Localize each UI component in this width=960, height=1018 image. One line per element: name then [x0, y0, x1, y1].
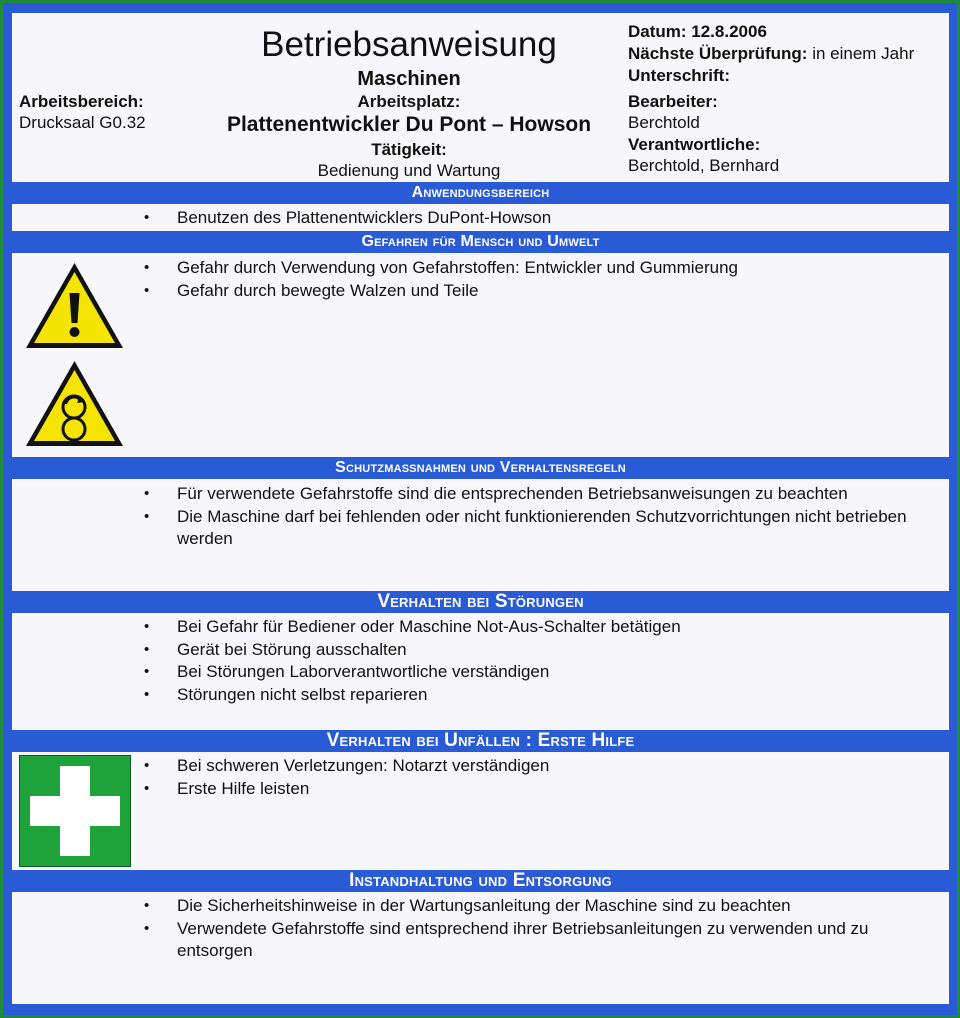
- list-item: • Gerät bei Störung ausschalten: [142, 639, 932, 662]
- bearbeiter-value: Berchtold: [628, 113, 700, 132]
- pruefung-line: [628, 44, 914, 64]
- section-stoerungen-list: [142, 616, 932, 707]
- arbeitsbereich-label: Arbeitsbereich:: [19, 92, 144, 111]
- bearbeiter-label: Bearbeiter:: [628, 92, 718, 111]
- page-title: Betriebsanweisung: [261, 25, 557, 64]
- verantwortliche-value: Berchtold, Bernhard: [628, 156, 780, 175]
- first-aid-cross-shape: [20, 756, 130, 866]
- unterschrift-label: Unterschrift:: [628, 66, 731, 85]
- list-item: • Die Sicherheitshinweise in der Wartungsanleitung der Maschine sind zu beachten: [142, 895, 932, 918]
- section-gefahren-list: [142, 257, 932, 302]
- arbeitsbereich-value: Drucksaal G0.32: [19, 113, 146, 132]
- arbeitsplatz-label: Arbeitsplatz:: [357, 92, 461, 111]
- section-instandhaltung-header: Instandhaltung und Entsorgung: [12, 870, 949, 892]
- section-schutzmassnahmen-list: [142, 483, 932, 551]
- list-item: • Die Maschine darf bei fehlenden oder nicht funktionierenden Schutzvorrichtungen nicht betrieben werden: [142, 506, 932, 551]
- list-item: • Verwendete Gefahrstoffe sind entsprechend ihrer Betriebsanleitungen zu verwenden und zu entsorgen: [142, 918, 932, 963]
- list-item: • Für verwendete Gefahrstoffe sind die entsprechenden Betriebsanweisungen zu beachten: [142, 483, 932, 506]
- list-item: • Benutzen des Plattenentwicklers DuPont-Howson: [142, 207, 932, 230]
- warning-triangle-icon: [22, 260, 127, 352]
- list-item: • Bei Störungen Laborverantwortliche verständigen: [142, 661, 932, 684]
- section-erste-hilfe-header: Verhalten bei Unfällen : Erste Hilfe: [12, 730, 949, 752]
- list-item: • Bei schweren Verletzungen: Notarzt verständigen: [142, 755, 932, 778]
- document-page: [12, 13, 949, 1004]
- list-item: • Erste Hilfe leisten: [142, 778, 932, 801]
- section-anwendungsbereich-header: Anwendungsbereich: [12, 182, 949, 204]
- list-item: • Gefahr durch Verwendung von Gefahrstoffen: Entwickler und Gummierung: [142, 257, 932, 280]
- arbeitsplatz-value: Plattenentwickler Du Pont – Howson: [226, 113, 592, 136]
- section-stoerungen-header: Verhalten bei Störungen: [12, 591, 949, 613]
- taetigkeit-label: Tätigkeit:: [371, 140, 447, 159]
- list-item: • Bei Gefahr für Bediener oder Maschine Not-Aus-Schalter betätigen: [142, 616, 932, 639]
- section-erste-hilfe-list: [142, 755, 932, 800]
- page-subtitle: Maschinen: [357, 68, 461, 90]
- pruefung-label: Nächste Überprüfung:: [628, 44, 808, 63]
- list-item: • Störungen nicht selbst reparieren: [142, 684, 932, 707]
- first-aid-cross-icon: [19, 755, 131, 867]
- list-item: • Gefahr durch bewegte Walzen und Teile: [142, 280, 932, 303]
- section-gefahren-header: Gefahren für Mensch und Umwelt: [12, 231, 949, 253]
- pruefung-value: in einem Jahr: [807, 44, 915, 63]
- section-instandhaltung-list: [142, 895, 932, 963]
- section-schutzmassnahmen-header: Schutzmaßnahmen und Verhaltensregeln: [12, 457, 949, 479]
- verantwortliche-label: Verantwortliche:: [628, 135, 761, 154]
- datum: Datum: 12.8.2006: [628, 22, 767, 41]
- section-anwendungsbereich-list: [142, 207, 932, 230]
- roller-hazard-icon: [22, 358, 127, 450]
- taetigkeit-value: Bedienung und Wartung: [317, 161, 501, 180]
